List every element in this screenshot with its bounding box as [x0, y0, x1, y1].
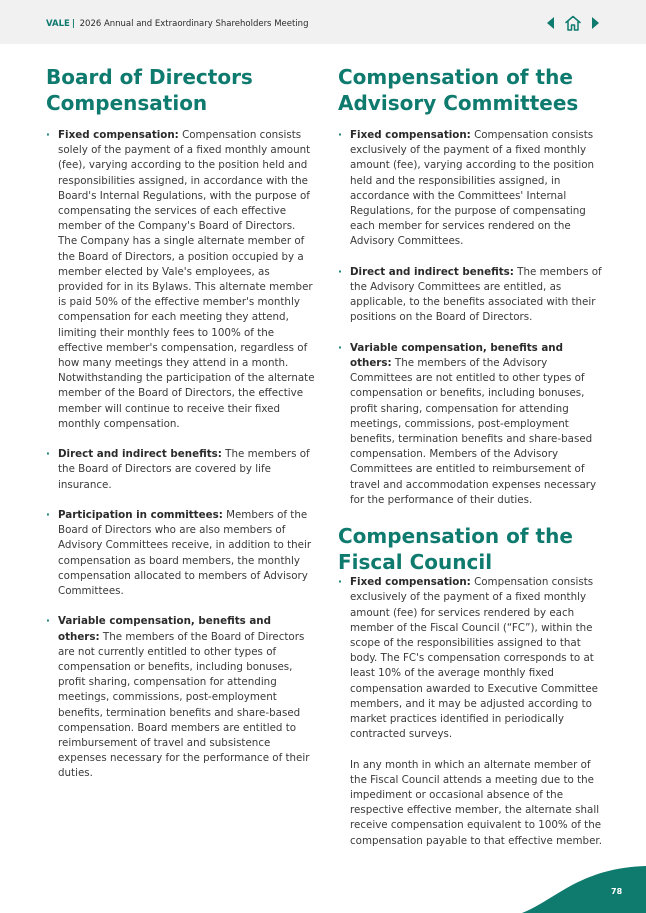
meeting-title: 2026 Annual and Extraordinary Shareholders Meeting	[79, 19, 309, 29]
item-text: The members of the Advisory Committees are not entitled to other types of compensation or benefits, including bonuses, profit sharing, compensation for attending meetings, commissions, post-employment benefits, termination benefits and share-based compensation. Members of the Advisory Committees are entitled to reimbursement of travel and accommodation expenses necessary for the performance of their duties.	[350, 357, 597, 506]
item-label: Fixed compensation:	[58, 129, 179, 141]
item-label: Direct and indirect benefits:	[58, 448, 222, 461]
item-text: Members of the Board of Directors who are also members of Advisory Committees receive, in addition to their compensation as board members, the monthly compensation allocated to members of Advisory Committees.	[58, 509, 312, 598]
item-paragraph: In any month in which an alternate member of the Fiscal Council attends a meeting due to the impediment or occasional absence of the respective effective member, the alternate shall receive compensation equivalent to 100% of the compensation payable to that effective member.	[350, 758, 602, 847]
item-label: Variable compensation, benefits and others:	[58, 615, 271, 643]
item-label: Participation in committees:	[58, 509, 223, 522]
item-text: Compensation consists exclusively of the payment of a fixed monthly amount (fee), varying according to the position held and the responsibilities assigned, in accordance with the Committees' Internal Regulations, for the purpose of compensating each member for services rendered on the Advisory Committees.	[350, 129, 595, 248]
item-text: The members of the Board of Directors are not currently entitled to other types of compensation or benefits, including bonuses, profit sharing, compensation for attending meetings, commissions, post-employment benefits, termination benefits and share-based compensation. Board members are entitled to reimbursement of travel and subsistence expenses necessary for the performance of their duties.	[58, 630, 310, 780]
heading-line: Compensation of the	[338, 65, 573, 89]
item-text: The members of the Advisory Committees are entitled, as applicable, to the benefits associated with their positions on the Board of Directors.	[350, 265, 602, 324]
item-label: Direct and indirect benefits:	[350, 265, 514, 278]
heading-line: Advisory Committees	[338, 91, 579, 115]
heading-line: Fiscal Council	[338, 550, 493, 575]
brand-separator: |	[71, 19, 75, 29]
heading-line: Board of Directors	[46, 65, 253, 89]
item-text: The members of the Board of Directors are covered by life insurance.	[58, 448, 310, 491]
page-number: 78	[611, 887, 623, 896]
item-label: Fixed compensation:	[350, 576, 471, 589]
brand-name: VALE	[46, 19, 70, 29]
item-text: Compensation consists exclusively of the payment of a fixed monthly amount (fee) for services rendered by each member of the Fiscal Council (“FC”), within the scope of the responsibilities assigned to that body. The FC's compensation corresponds to at least 10% of the average monthly fixed compensation awarded to Executive Committee members, and it may be adjusted according to market practices identified in periodically contracted surveys.	[350, 576, 599, 741]
item-label: Variable compensation, benefits and others:	[350, 341, 563, 370]
item-label: Fixed compensation:	[350, 129, 471, 141]
item-text: Compensation consists solely of the payment of a fixed monthly amount (fee), varying according to the position held and responsibilities assigned, in accordance with the Board's Internal Regulations, with the purpose of compensating the services of each effective member of the Company's Board of Directors. The Company has a single alternate member of the Board of Directors, a position occupied by a member elected by Vale's employees, as provided for in its Bylaws. This alternate member is paid 50% of the effective member's monthly compensation for each meeting they attend, limiting their monthly fees to 100% of the effective member's compensation, regardless of how many meetings they attend in a month. Notwithstanding the participation of the alternate member of the Board of Directors, the effective member will continue to receive their fixed monthly compensation.	[58, 129, 315, 430]
heading-line: Compensation of the	[338, 524, 573, 549]
heading-line: Compensation	[46, 91, 208, 115]
